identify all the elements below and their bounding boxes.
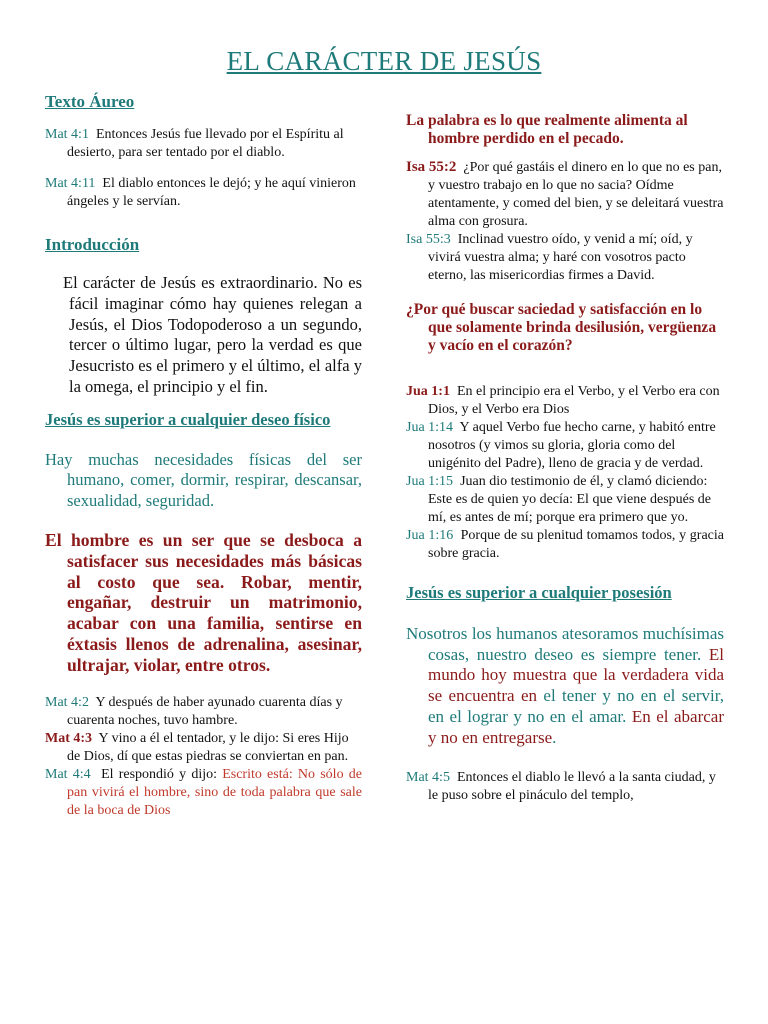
left-column — [45, 92, 362, 820]
verse-text: El respondió y dijo: — [101, 766, 217, 782]
heading-texto-aureo: Texto Áureo — [45, 92, 135, 111]
verse-text: Y vino a él el tentador, y le dijo: Si eres Hijo de Dios, dí que estas piedras se conviertan en pan. — [67, 730, 349, 764]
posesion-paragraph — [406, 624, 724, 749]
verse-mat-4-3 — [45, 730, 362, 766]
verse-text: Inclinad vuestro oído, y venid a mí; oíd, y vivirá vuestra alma; y haré con vosotros pacto eterno, las misericordias firmes a David. — [428, 232, 693, 283]
posesion-text-red: El mundo hoy muestra que la verdadera vida se encuentra en — [428, 644, 725, 706]
page-title: EL CARÁCTER DE JESÚS — [226, 46, 542, 76]
verse-mat-4-4 — [45, 766, 362, 820]
verse-ref: Isa 55:2 — [406, 159, 457, 175]
verse-text-highlight: Escrito está: No sólo de pan vivirá el hombre, sino de toda palabra que sale de la boca de Dios — [67, 766, 362, 818]
verse-jua-1-14 — [406, 419, 724, 473]
needs-paragraph: Hay muchas necesidades físicas del ser humano, comer, dormir, respirar, descansar, sexualidad, seguridad. — [45, 449, 362, 511]
palabra-heading: La palabra es lo que realmente alimenta al hombre perdido en el pecado. — [406, 112, 688, 147]
verse-ref: Jua 1:1 — [406, 384, 450, 399]
verse-text: Y aquel Verbo fue hecho carne, y habitó entre nosotros (y vimos su gloria, gloria como del unigénito del Padre), lleno de gracia y de verdad. — [428, 420, 716, 471]
verse-mat-4-5 — [406, 769, 724, 805]
verse-ref: Jua 1:16 — [406, 528, 454, 543]
verse-text: ¿Por qué gastáis el dinero en lo que no es pan, y vuestro trabajo en lo que no sacia? Oídme atentamente, y comed del bien, y se deleitará vuestra alma con grosura. — [428, 160, 724, 229]
verse-text: Entonces el diablo le llevó a la santa ciudad, y le puso sobre el pináculo del templo, — [428, 769, 716, 803]
verse-jua-1-15 — [406, 473, 724, 527]
verse-mat-4-1 — [45, 126, 362, 162]
verse-ref: Mat 4:11 — [45, 176, 96, 191]
verse-ref: Mat 4:4 — [45, 766, 91, 782]
verse-ref: Jua 1:14 — [406, 420, 454, 435]
posesion-text-red: En el abarcar y no en entregarse — [428, 706, 724, 747]
right-column — [406, 92, 724, 805]
hombre-paragraph: El hombre es un ser que se desboca a satisfacer sus necesidades más básicas al costo que sea. Robar, mentir, engañar, destruir un matrimonio, acabar con una familia, sentirse en éxtasis llenos de adrenalina, asesinar, ultrajar, violar, entre otros. — [45, 529, 362, 675]
heading-deseo-fisico: Jesús es superior a cualquier deseo físico — [45, 409, 331, 429]
verse-mat-4-2 — [45, 694, 362, 730]
verse-jua-1-16 — [406, 527, 724, 563]
verse-text: Juan dio testimonio de él, y clamó diciendo: Este es de quien yo decía: El que viene después de mí, es antes de mí; porque era primero que yo. — [428, 474, 712, 525]
verse-ref: Isa 55:3 — [406, 232, 451, 247]
verse-ref: Mat 4:3 — [45, 730, 93, 746]
posesion-text-teal: Nosotros los humanos atesoramos muchísimas cosas, nuestro deseo es siempre tener. — [406, 623, 724, 664]
posesion-text-teal: el tener y no en el servir, en el lograr y no en el amar. — [428, 686, 724, 726]
verse-jua-1-1 — [406, 383, 724, 419]
verse-text: El diablo entonces le dejó; y he aquí vinieron ángeles y le servían. — [67, 176, 356, 209]
heading-posesion: Jesús es superior a cualquier posesión — [406, 583, 672, 602]
posesion-text-teal: . — [552, 727, 557, 747]
question-paragraph: ¿Por qué buscar saciedad y satisfacción en lo que solamente brinda desilusión, vergüenza y vacío en el corazón? — [406, 301, 717, 354]
verse-ref: Mat 4:5 — [406, 769, 450, 785]
verse-isa-55-2 — [406, 158, 724, 231]
verse-ref: Mat 4:2 — [45, 694, 89, 710]
verse-ref: Jua 1:15 — [406, 474, 454, 489]
intro-paragraph: El carácter de Jesús es extraordinario. No es fácil imaginar cómo hay quienes relegan a Jesús, el Dios Todopoderoso a un segundo, tercer o último lugar, pero la verdad es que Jesucristo es el primero y el último, el alfa y la omega, el principio y el fin. — [63, 273, 362, 396]
verse-text: En el principio era el Verbo, y el Verbo era con Dios, y el Verbo era Dios — [428, 384, 720, 417]
verse-mat-4-11 — [45, 175, 362, 211]
verse-text: Y después de haber ayunado cuarenta días y cuarenta noches, tuvo hambre. — [67, 694, 343, 728]
verse-isa-55-3 — [406, 231, 724, 285]
heading-introduccion: Introducción — [45, 235, 140, 254]
verse-text: Entonces Jesús fue llevado por el Espíritu al desierto, para ser tentado por el diablo. — [67, 127, 344, 160]
verse-ref: Mat 4:1 — [45, 127, 89, 142]
verse-text: Porque de su plenitud tomamos todos, y gracia sobre gracia. — [428, 528, 724, 561]
